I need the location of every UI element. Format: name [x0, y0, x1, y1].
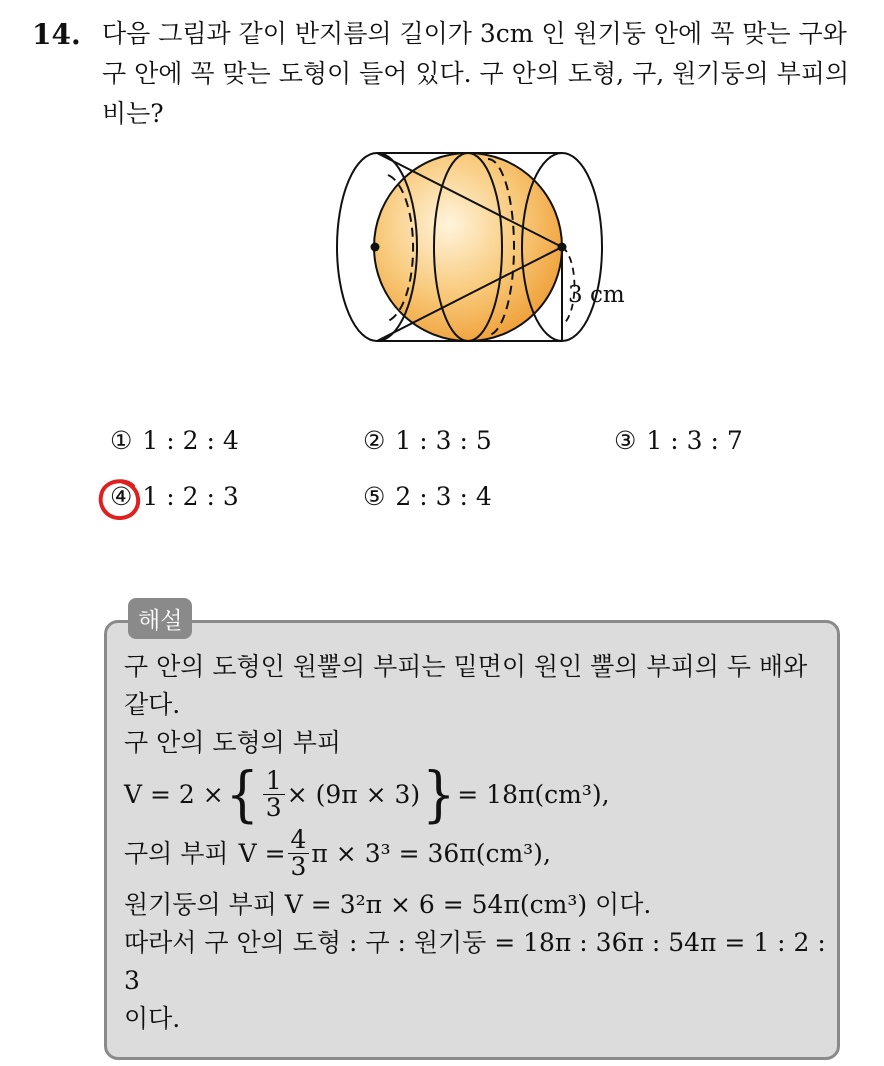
choice-text: 2 : 3 : 4 [395, 482, 492, 511]
question-number: 14. [32, 18, 81, 51]
choice-mark: ① [110, 426, 133, 455]
choice-mark: ④ [110, 482, 133, 511]
question-text-line: 다음 그림과 같이 반지름의 길이가 3cm 인 원기둥 안에 꼭 맞는 구와 [102, 19, 847, 48]
right-brace: } [422, 760, 456, 829]
center-point-left [371, 243, 380, 252]
equation-cylinder-volume: 원기둥의 부피 V = 3²π × 6 = 54π(cm³) 이다. [124, 890, 652, 919]
choice-5[interactable] [363, 482, 492, 511]
fraction-denominator: 3 [290, 852, 307, 881]
fraction-denominator: 3 [265, 793, 282, 822]
eq2-rhs: π × 3³ = 36π(cm³), [311, 838, 551, 868]
choice-text: 1 : 3 : 5 [395, 426, 492, 455]
fraction-numerator: 4 [288, 827, 310, 854]
choice-1[interactable] [110, 426, 239, 455]
eq1-rhs: = 18π(cm³), [457, 779, 610, 809]
cylinder-sphere-figure [330, 145, 640, 350]
choice-mark: ③ [614, 426, 637, 455]
left-brace: { [225, 760, 259, 829]
solution-text [124, 648, 834, 1038]
question-text-line: 비는? [102, 99, 164, 128]
apex-point [558, 243, 567, 252]
fraction-four-thirds [288, 827, 310, 880]
question-text [102, 14, 872, 134]
choice-text: 1 : 2 : 3 [142, 482, 239, 511]
answer-circle-mark [97, 476, 143, 522]
choice-2[interactable] [363, 426, 492, 455]
choice-mark: ⑤ [363, 482, 386, 511]
cylinder-right-end-front [562, 153, 602, 341]
equation-sphere-volume [124, 827, 834, 880]
fraction-one-third [263, 768, 285, 821]
solution-label: 해설 [128, 598, 192, 639]
radius-label: 3 cm [568, 282, 625, 308]
fraction-numerator: 1 [263, 768, 285, 795]
solution-line: 구 안의 도형인 원뿔의 부피는 밑면이 원인 뿔의 부피의 두 배와 [124, 652, 808, 681]
solution-conclusion: 따라서 구 안의 도형 : 구 : 원기둥 = 18π : 36π : 54π = 1 : 2 : 3 [124, 928, 826, 995]
eq1-inner: × (9π × 3) [286, 779, 421, 809]
equation-cone-volume [124, 760, 834, 829]
solution-line: 같다. [124, 690, 181, 719]
choice-text: 1 : 3 : 7 [646, 426, 743, 455]
choice-text: 1 : 2 : 4 [142, 426, 239, 455]
eq2-lhs: V = [238, 838, 286, 868]
question-text-line: 구 안에 꼭 맞는 도형이 들어 있다. 구 안의 도형, 구, 원기둥의 부피의 [102, 59, 850, 88]
eq1-lhs: V = 2 × [124, 779, 224, 809]
solution-line: 이다. [124, 1004, 181, 1033]
eq2-prefix: 구의 부피 [124, 838, 229, 868]
choice-mark: ② [363, 426, 386, 455]
solution-line: 구 안의 도형의 부피 [124, 728, 342, 757]
choice-3[interactable] [614, 426, 743, 455]
